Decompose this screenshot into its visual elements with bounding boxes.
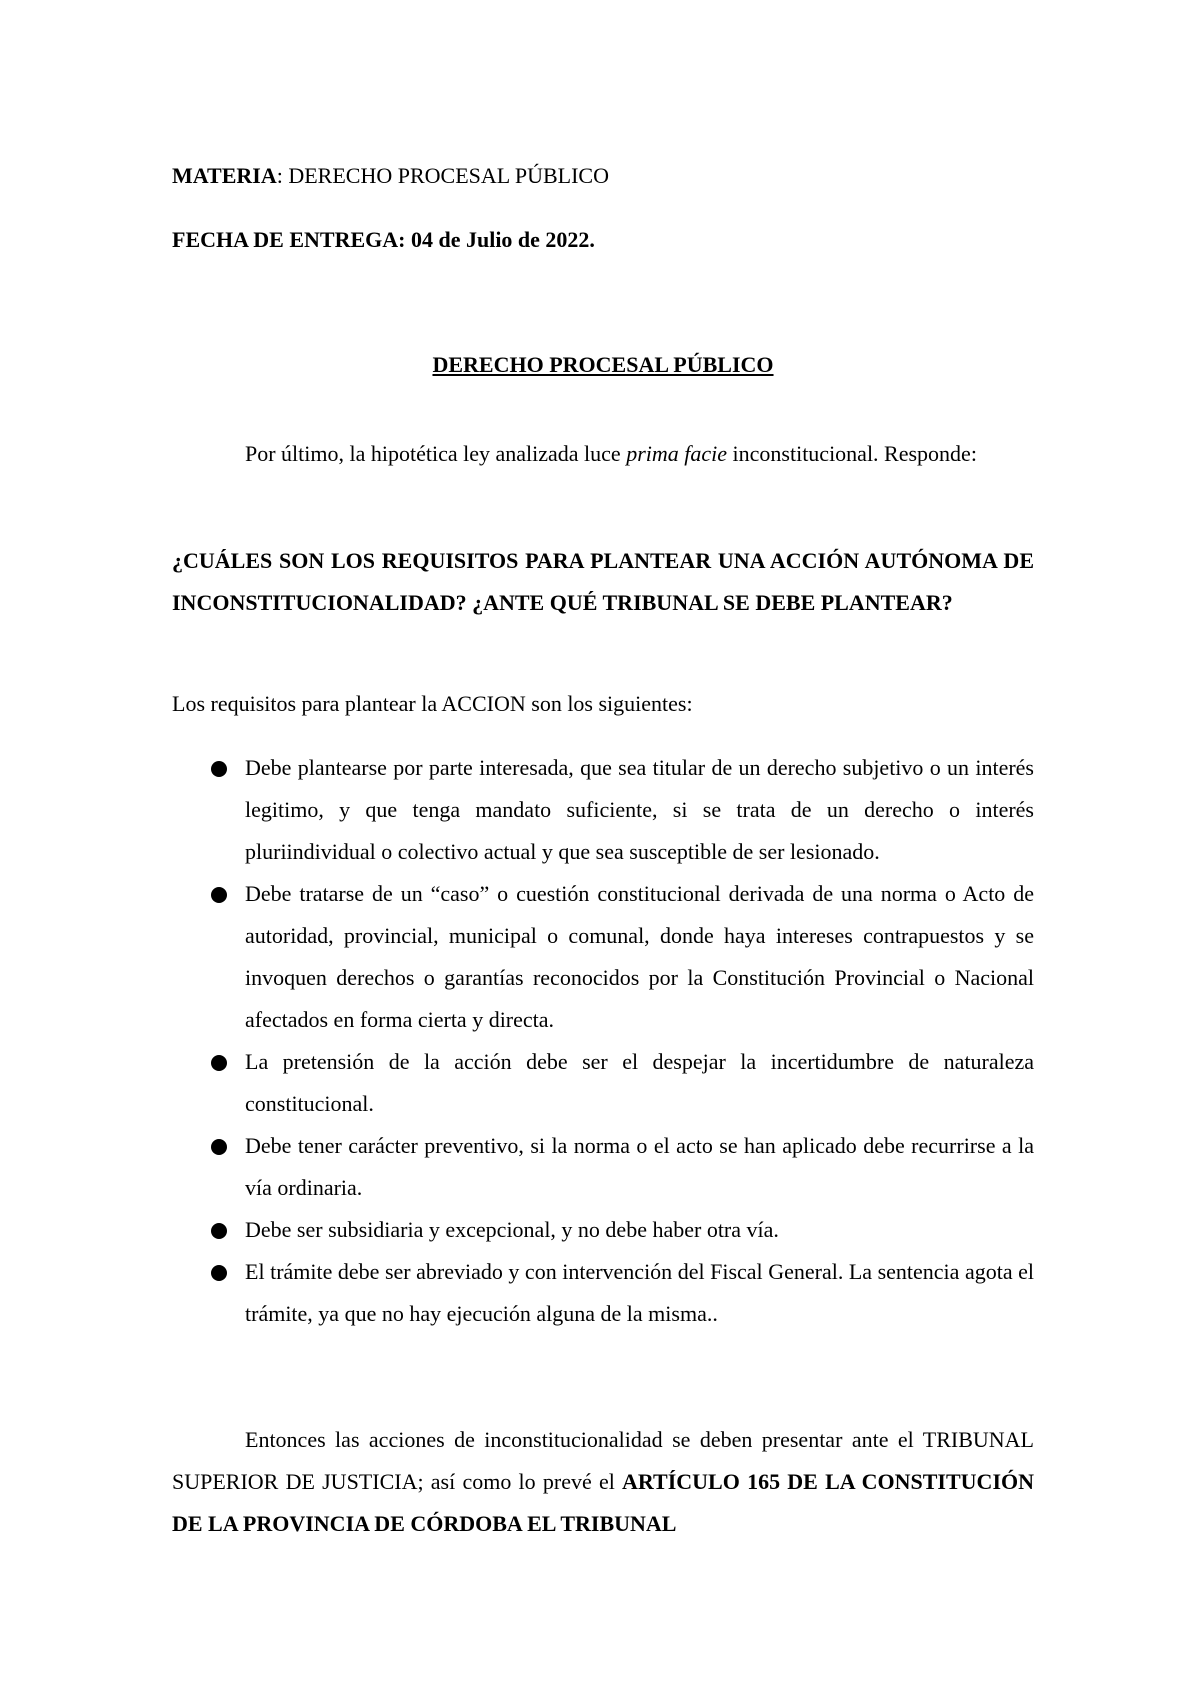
materia-value: : DERECHO PROCESAL PÚBLICO (276, 163, 609, 188)
materia-label: MATERIA (172, 163, 277, 188)
list-item (172, 1125, 1034, 1209)
conclusion-bold-text: ARTÍCULO 165 DE LA CONSTITUCIÓN DE LA PROVINCIA DE CÓRDOBA EL TRIBUNAL (172, 1469, 1034, 1536)
list-item (172, 873, 1034, 1041)
intro-text-before: Por último, la hipotética ley analizada luce (245, 441, 627, 466)
bullet-icon (211, 1139, 227, 1155)
list-item-text: Debe plantearse por parte interesada, que sea titular de un derecho subjetivo o un interés legitimo, y que tenga mandato suficiente, si se trata de un derecho o interés pluriindividual o colectivo actual y que sea susceptible de ser lesionado. (245, 755, 1034, 864)
bullet-icon (211, 761, 227, 777)
bullet-icon (211, 1055, 227, 1071)
requirements-list (172, 747, 1034, 1335)
list-item (172, 1251, 1034, 1335)
materia-line (172, 162, 609, 190)
list-item-text: Debe tratarse de un “caso” o cuestión constitucional derivada de una norma o Acto de autoridad, provincial, municipal o comunal, donde haya intereses contrapuestos y se invoquen derechos o garantías reconocidos por la Constitución Provincial o Nacional afectados en forma cierta y directa. (245, 881, 1034, 1032)
list-item-text: La pretensión de la acción debe ser el despejar la incertidumbre de naturaleza constitucional. (245, 1049, 1034, 1116)
list-item-text: El trámite debe ser abreviado y con intervención del Fiscal General. La sentencia agota el trámite, ya que no hay ejecución alguna de la misma.. (245, 1259, 1034, 1326)
bullet-icon (211, 1223, 227, 1239)
intro-paragraph (172, 433, 1034, 475)
bullet-icon (211, 1265, 227, 1281)
requirements-intro: Los requisitos para plantear la ACCION son los siguientes: (172, 691, 693, 716)
conclusion-text: Entonces las acciones de inconstitucionalidad se deben presentar ante el TRIBUNAL SUPERIOR DE JUSTICIA; así como lo prevé el (172, 1427, 1034, 1494)
intro-text-italic: prima facie (626, 441, 728, 466)
conclusion-paragraph (172, 1419, 1034, 1545)
question-heading: ¿CUÁLES SON LOS REQUISITOS PARA PLANTEAR UNA ACCIÓN AUTÓNOMA DE INCONSTITUCIONALIDAD? ¿ANTE QUÉ TRIBUNAL SE DEBE PLANTEAR? (172, 548, 1034, 615)
intro-text-after: inconstitucional. Responde: (727, 441, 977, 466)
fecha-entrega: FECHA DE ENTREGA: 04 de Julio de 2022. (172, 227, 595, 252)
list-item (172, 1041, 1034, 1125)
list-item (172, 1209, 1034, 1251)
list-item-text: Debe ser subsidiaria y excepcional, y no debe haber otra vía. (245, 1217, 779, 1242)
bullet-icon (211, 887, 227, 903)
list-item-text: Debe tener carácter preventivo, si la norma o el acto se han aplicado debe recurrirse a la vía ordinaria. (245, 1133, 1034, 1200)
document-title: DERECHO PROCESAL PÚBLICO (432, 351, 774, 377)
list-item (172, 747, 1034, 873)
